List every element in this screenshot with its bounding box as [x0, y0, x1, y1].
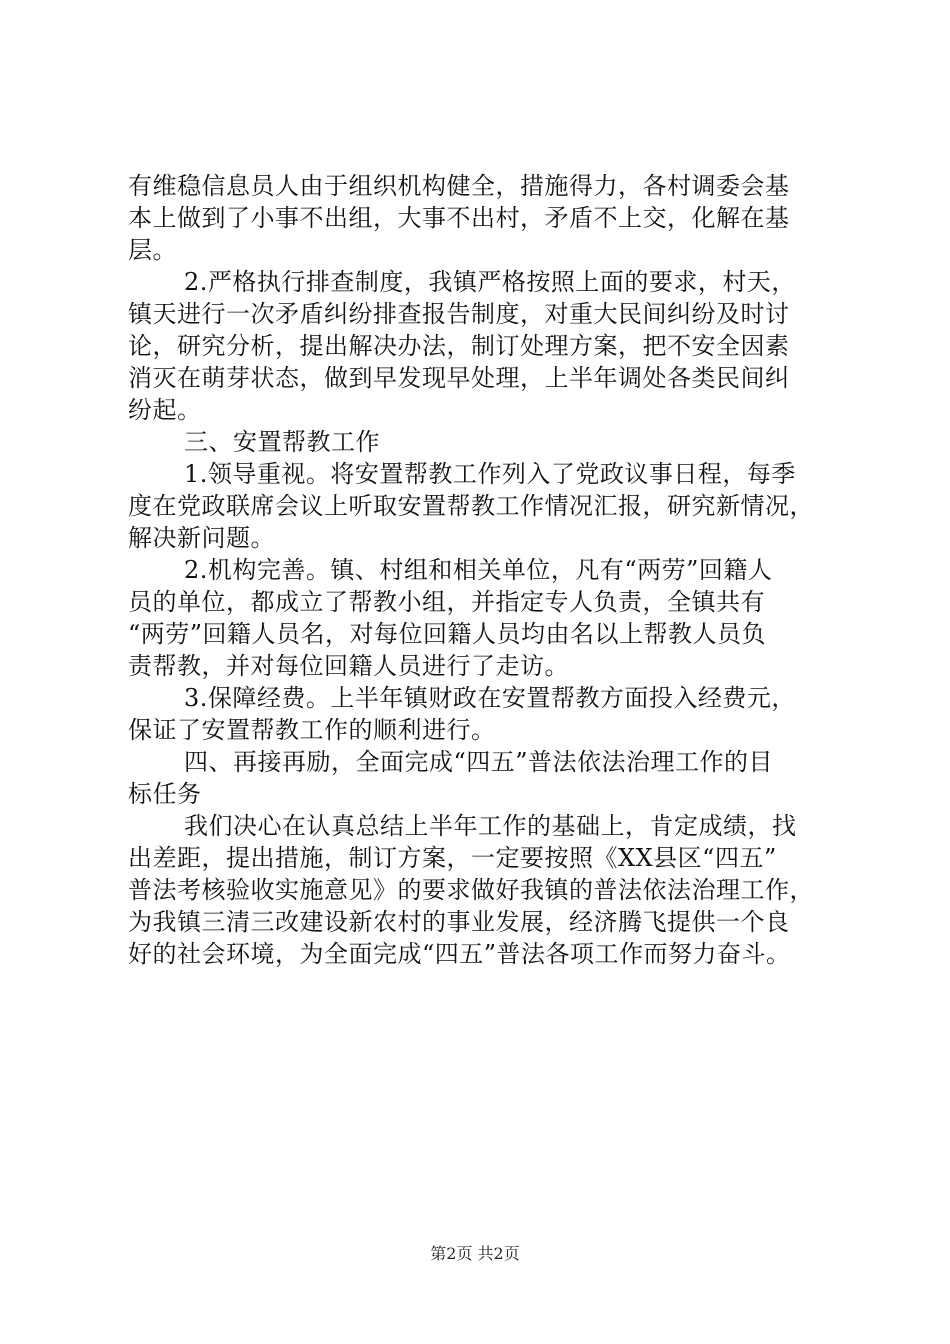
section-heading: 三、安置帮教工作 — [184, 428, 380, 456]
page-number-footer: 第2页 共2页 — [430, 1244, 520, 1263]
paragraph-4 — [128, 458, 850, 554]
text-line: 论，研究分析，提出解决办法，制订处理方案，把不安全因素 — [128, 332, 790, 360]
document-body — [128, 170, 850, 970]
text-line: 镇天进行一次矛盾纠纷排查报告制度，对重大民间纠纷及时讨 — [128, 300, 790, 328]
text-line: 好的社会环境，为全面完成“四五”普法各项工作而努力奋斗。 — [128, 940, 791, 968]
text-line: 3.保障经费。上半年镇财政在安置帮教方面投入经费元， — [184, 684, 796, 712]
text-line: 度在党政联席会议上听取安置帮教工作情况汇报，研究新情况， — [128, 492, 814, 520]
text-line: 出差距，提出措施，制订方案，一定要按照《XX县区“四五” — [128, 844, 777, 872]
text-line: 员的单位，都成立了帮教小组，并指定专人负责，全镇共有 — [128, 588, 765, 616]
paragraph-6 — [128, 682, 850, 746]
paragraph-8 — [128, 810, 850, 970]
text-line: 层。 — [128, 236, 177, 264]
text-line: 责帮教，并对每位回籍人员进行了走访。 — [128, 652, 569, 680]
text-line: 普法考核验收实施意见》的要求做好我镇的普法依法治理工作， — [128, 876, 814, 904]
text-line: 纷起。 — [128, 396, 202, 424]
text-line: 保证了安置帮教工作的顺利进行。 — [128, 716, 496, 744]
text-line: “两劳”回籍人员名，对每位回籍人员均由名以上帮教人员负 — [128, 620, 767, 648]
section-heading-3 — [128, 426, 850, 458]
text-line: 1.领导重视。将安置帮教工作列入了党政议事日程，每季 — [184, 460, 796, 488]
text-line: 为我镇三清三改建设新农村的事业发展，经济腾飞提供一个良 — [128, 908, 790, 936]
paragraph-5 — [128, 554, 850, 682]
section-heading: 四、再接再励，全面完成“四五”普法依法治理工作的目 — [184, 748, 774, 776]
paragraph-2 — [128, 266, 850, 426]
paragraph-1 — [128, 170, 850, 266]
text-line: 我们决心在认真总结上半年工作的基础上，肯定成绩，找 — [184, 812, 797, 840]
text-line: 2.机构完善。镇、村组和相关单位，凡有“两劳”回籍人 — [184, 556, 773, 584]
text-line: 本上做到了小事不出组，大事不出村，矛盾不上交，化解在基 — [128, 204, 790, 232]
text-line: 有维稳信息员人由于组织机构健全，措施得力，各村调委会基 — [128, 172, 790, 200]
text-line: 消灭在萌芽状态，做到早发现早处理，上半年调处各类民间纠 — [128, 364, 790, 392]
text-line: 解决新问题。 — [128, 524, 275, 552]
text-line: 2.严格执行排查制度，我镇严格按照上面的要求，村天， — [184, 268, 796, 296]
section-heading: 标任务 — [128, 780, 202, 808]
section-heading-4 — [128, 746, 850, 810]
